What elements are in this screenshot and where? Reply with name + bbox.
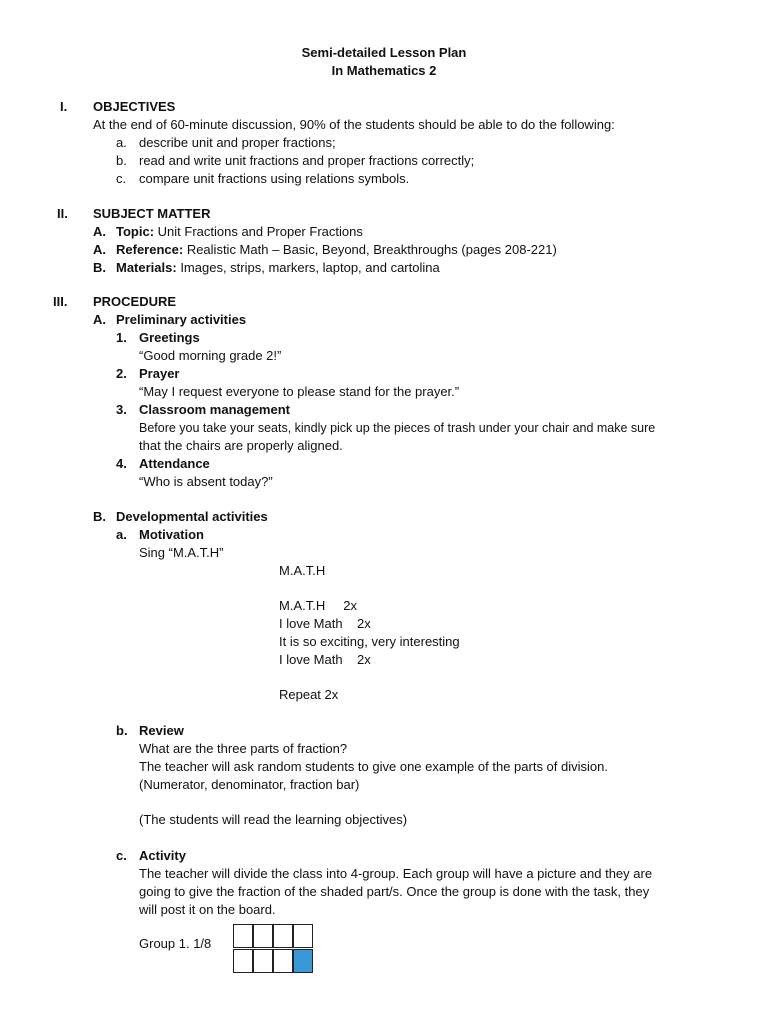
song-line: I love Math 2x [279, 652, 371, 667]
step-title: Classroom management [139, 402, 290, 417]
subject-label: Topic: [116, 224, 155, 239]
review-text: What are the three parts of fraction? [139, 741, 348, 756]
activity-text: will post it on the board. [139, 902, 276, 917]
subject-value: Unit Fractions and Proper Fractions [154, 224, 363, 239]
list-marker: A. [93, 312, 106, 327]
list-marker: a. [116, 135, 127, 150]
song-line: I love Math 2x [279, 616, 371, 631]
list-marker: B. [93, 260, 106, 275]
list-marker: A. [93, 242, 106, 257]
subject-value: Images, strips, markers, laptop, and cartolina [176, 260, 440, 275]
step-number: 1. [116, 330, 127, 345]
step-text: “Who is absent today?” [139, 474, 273, 489]
step-title: Attendance [139, 456, 210, 471]
list-item: compare unit fractions using relations symbols. [139, 171, 410, 186]
fraction-grid-cell [233, 924, 253, 948]
activity-title: Motivation [139, 527, 204, 542]
activity-text: The teacher will divide the class into 4-group. Each group will have a picture and they are [139, 866, 653, 881]
motivation-intro: Sing “M.A.T.H” [139, 545, 224, 560]
subject-value: Realistic Math – Basic, Beyond, Breakthroughs (pages 208-221) [183, 242, 557, 257]
song-line: It is so exciting, very interesting [279, 634, 460, 649]
fraction-grid-cell [273, 924, 293, 948]
fraction-grid-cell [273, 949, 293, 973]
subject-reference [116, 241, 557, 259]
activity-title: Review [139, 723, 184, 738]
step-text: Before you take your seats, kindly pick up the pieces of trash under your chair and make sure [139, 421, 656, 435]
step-number: 4. [116, 456, 127, 471]
subject-label: Materials: [116, 260, 177, 275]
step-text: “Good morning grade 2!” [139, 348, 282, 363]
section-heading: SUBJECT MATTER [93, 206, 211, 221]
subsection-heading: Preliminary activities [116, 312, 247, 327]
section-heading: OBJECTIVES [93, 99, 176, 114]
subject-materials [116, 259, 440, 277]
page-title: Semi-detailed Lesson Plan [301, 45, 467, 60]
list-marker: A. [93, 224, 106, 239]
subject-topic [116, 223, 363, 241]
song-line: Repeat 2x [279, 687, 339, 702]
activity-text: going to give the fraction of the shaded part/s. Once the group is done with the task, they [139, 884, 650, 899]
step-title: Prayer [139, 366, 180, 381]
list-item: read and write unit fractions and proper fractions correctly; [139, 153, 475, 168]
activity-title: Activity [139, 848, 186, 863]
section-heading: PROCEDURE [93, 294, 177, 309]
review-text: (The students will read the learning objectives) [139, 812, 408, 827]
song-line: M.A.T.H 2x [279, 598, 358, 613]
list-marker: c. [116, 171, 127, 186]
step-title: Greetings [139, 330, 200, 345]
fraction-grid-cell [253, 949, 273, 973]
subject-label: Reference: [116, 242, 184, 257]
list-marker: b. [116, 153, 127, 168]
group-label: Group 1. 1/8 [139, 936, 212, 951]
list-marker: B. [93, 509, 106, 524]
subsection-heading: Developmental activities [116, 509, 268, 524]
list-item: describe unit and proper fractions; [139, 135, 336, 150]
review-text: The teacher will ask random students to give one example of the parts of division. [139, 759, 608, 774]
list-marker: b. [116, 723, 128, 738]
review-text: (Numerator, denominator, fraction bar) [139, 777, 360, 792]
list-marker: c. [116, 848, 127, 863]
step-text: that the chairs are properly aligned. [139, 438, 343, 453]
fraction-grid-cell [253, 924, 273, 948]
step-number: 3. [116, 402, 127, 417]
step-text: “May I request everyone to please stand for the prayer.” [139, 384, 460, 399]
fraction-grid [233, 924, 315, 974]
section-numeral: I. [60, 99, 68, 114]
step-number: 2. [116, 366, 127, 381]
fraction-grid-cell [233, 949, 253, 973]
song-line: M.A.T.H [279, 563, 326, 578]
objectives-intro: At the end of 60-minute discussion, 90% of the students should be able to do the following: [93, 117, 615, 132]
fraction-grid-cell [293, 949, 313, 973]
section-numeral: III. [53, 294, 68, 309]
page-subtitle: In Mathematics 2 [331, 63, 437, 78]
list-marker: a. [116, 527, 127, 542]
section-numeral: II. [57, 206, 68, 221]
fraction-grid-cell [293, 924, 313, 948]
